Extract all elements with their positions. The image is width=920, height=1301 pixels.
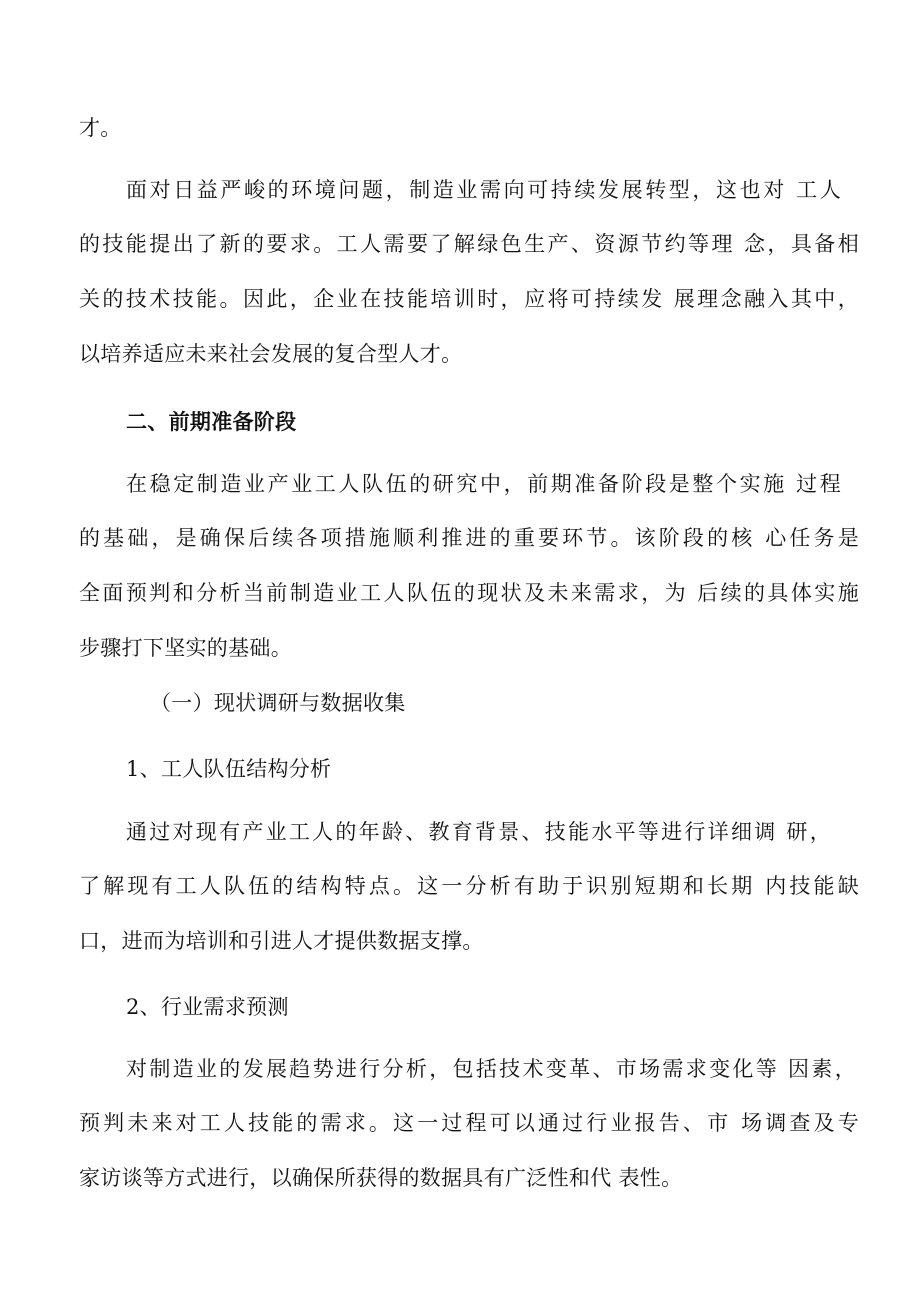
paragraph-line: 才。: [79, 116, 122, 140]
paragraph-line: 全面预判和分析当前制造业工人队伍的现状及未来需求，为 后续的具体实施: [79, 581, 859, 605]
paragraph-line: 对制造业的发展趋势进行分析，包括技术变革、市场需求变化等 因素，: [126, 1057, 856, 1081]
paragraph-line: 口，进而为培训和引进人才提供数据支撑。: [79, 929, 484, 953]
section-heading: 二、前期准备阶段: [126, 409, 297, 434]
paragraph-line: 通过对现有产业工人的年龄、教育背景、技能水平等进行详细调 研，: [126, 820, 831, 844]
paragraph-line: 步骤打下坚实的基础。: [79, 636, 292, 660]
paragraph-line: 的技能提出了新的要求。工人需要了解绿色生产、资源节约等理 念，具备相: [79, 232, 859, 256]
paragraph-line: 了解现有工人队伍的结构特点。这一分析有助于识别短期和长期 内技能缺: [79, 874, 859, 898]
paragraph-line: 预判未来对工人技能的需求。这一过程可以通过行业报告、市 场调查及专: [79, 1111, 859, 1135]
paragraph-line: 关的技术技能。因此，企业在技能培训时，应将可持续发 展理念融入其中，: [79, 287, 859, 311]
paragraph-line: 面对日益严峻的环境问题，制造业需向可持续发展转型，这也对 工人: [126, 178, 841, 202]
paragraph-line: 在稳定制造业产业工人队伍的研究中，前期准备阶段是整个实施 过程: [126, 472, 841, 496]
paragraph-line: 以培养适应未来社会发展的复合型人才。: [79, 342, 463, 366]
subsection-heading: 1、工人队伍结构分析: [126, 757, 332, 781]
paragraph-line: 家访谈等方式进行，以确保所获得的数据具有广泛性和代 表性。: [79, 1166, 683, 1190]
paragraph-line: 的基础，是确保后续各项措施顺利推进的重要环节。该阶段的核 心任务是: [79, 526, 859, 550]
subsection-heading: （一）现状调研与数据收集: [150, 691, 406, 715]
subsection-heading: 2、行业需求预测: [126, 995, 289, 1019]
